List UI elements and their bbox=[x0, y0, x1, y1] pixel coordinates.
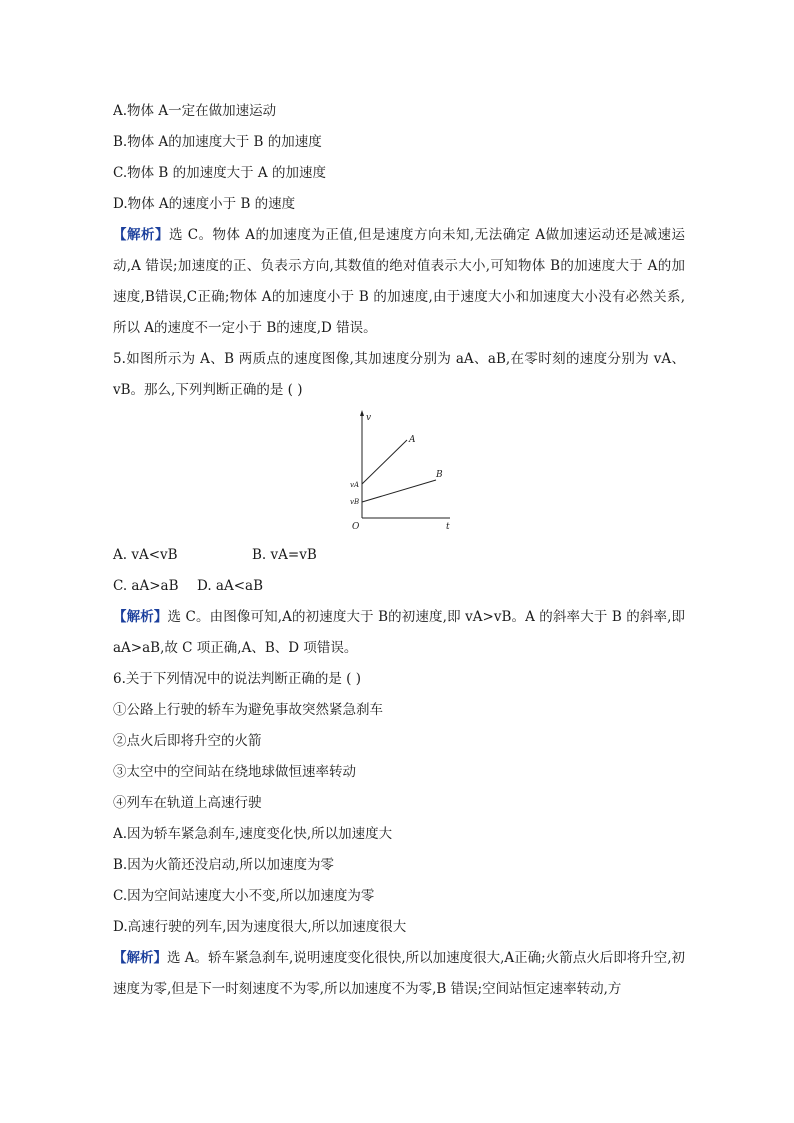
q4-option-c: C.物体 B 的加速度大于 A 的加速度 bbox=[113, 165, 326, 181]
line-a bbox=[362, 440, 407, 484]
analysis-tag: 【解析】 bbox=[113, 950, 167, 966]
velocity-time-graph bbox=[113, 408, 685, 536]
q5-option-d: D. aA<aB bbox=[197, 578, 264, 594]
q5-option-b: B. vA=vB bbox=[252, 547, 317, 563]
line-b-label: B bbox=[436, 470, 443, 480]
analysis-tag: 【解析】 bbox=[113, 609, 168, 625]
q5-option-c: C. aA>aB bbox=[113, 578, 179, 594]
analysis-text: 选 A。轿车紧急刹车,说明速度变化很快,所以加速度很大,A正确;火箭点火后即将升空,初速度为零,但是下一时刻速度不为零,所以加速度不为零,B 错误;空间站恒定速率转动,方 bbox=[113, 950, 686, 997]
q5-stem: 5.如图所示为 A、B 两质点的速度图像,其加速度分别为 aA、aB,在零时刻的速度分别为 vA、vB。那么,下列判断正确的是 ( ) bbox=[113, 351, 685, 398]
q6-option-b: B.因为火箭还没启动,所以加速度为零 bbox=[113, 857, 335, 873]
q6-option-a: A.因为轿车紧急刹车,速度变化快,所以加速度大 bbox=[113, 826, 393, 842]
vt-graph-svg bbox=[350, 408, 460, 532]
analysis-tag: 【解析】 bbox=[113, 227, 169, 243]
q5-options-row-1 bbox=[113, 540, 685, 571]
q6-analysis bbox=[113, 943, 685, 1005]
va-label: vA bbox=[350, 481, 360, 489]
line-a-label: A bbox=[409, 435, 416, 445]
v-axis-arrow bbox=[360, 410, 364, 416]
q4-analysis bbox=[113, 220, 685, 344]
page-content bbox=[113, 96, 685, 1005]
q6-situation-3: ③太空中的空间站在绕地球做恒速率转动 bbox=[113, 764, 356, 780]
analysis-text: 选 C。由图像可知,A的初速度大于 B的初速度,即 vA>vB。A 的斜率大于 B 的斜率,即 aA>aB,故 C 项正确,A、B、D 项错误。 bbox=[113, 609, 686, 656]
q6-situation-4: ④列车在轨道上高速行驶 bbox=[113, 795, 262, 811]
q5-options-row-2 bbox=[113, 571, 685, 602]
origin-label: O bbox=[352, 522, 360, 532]
q4-option-d: D.物体 A的速度小于 B 的速度 bbox=[113, 196, 296, 212]
q6-option-c: C.因为空间站速度大小不变,所以加速度为零 bbox=[113, 888, 375, 904]
q6-situation-1: ①公路上行驶的轿车为避免事故突然紧急刹车 bbox=[113, 702, 383, 718]
q6-option-d: D.高速行驶的列车,因为速度很大,所以加速度很大 bbox=[113, 919, 407, 935]
v-axis-label: v bbox=[366, 413, 372, 423]
q6-stem: 6.关于下列情况中的说法判断正确的是 ( ) bbox=[113, 671, 361, 687]
line-b bbox=[362, 480, 436, 502]
q5-analysis bbox=[113, 602, 685, 664]
t-axis-label: t bbox=[446, 522, 450, 532]
analysis-text: 选 C。物体 A的加速度为正值,但是速度方向未知,无法确定 A做加速运动还是减速运动,A 错误;加速度的正、负表示方向,其数值的绝对值表示大小,可知物体 B的加速度大于 A的加速度,B错误,C正确;物体 A的加速度小于 B 的加速度,由于速度大小和加速度大小没有必然关系,所以 A的速度不一定小于 B的速度,D 错误。 bbox=[113, 227, 685, 336]
q4-option-a: A.物体 A一定在做加速运动 bbox=[113, 103, 277, 119]
q5-option-a: A. vA<vB bbox=[113, 547, 178, 563]
q6-situation-2: ②点火后即将升空的火箭 bbox=[113, 733, 262, 749]
q4-option-b: B.物体 A的加速度大于 B 的加速度 bbox=[113, 134, 322, 150]
vb-label: vB bbox=[350, 498, 360, 506]
